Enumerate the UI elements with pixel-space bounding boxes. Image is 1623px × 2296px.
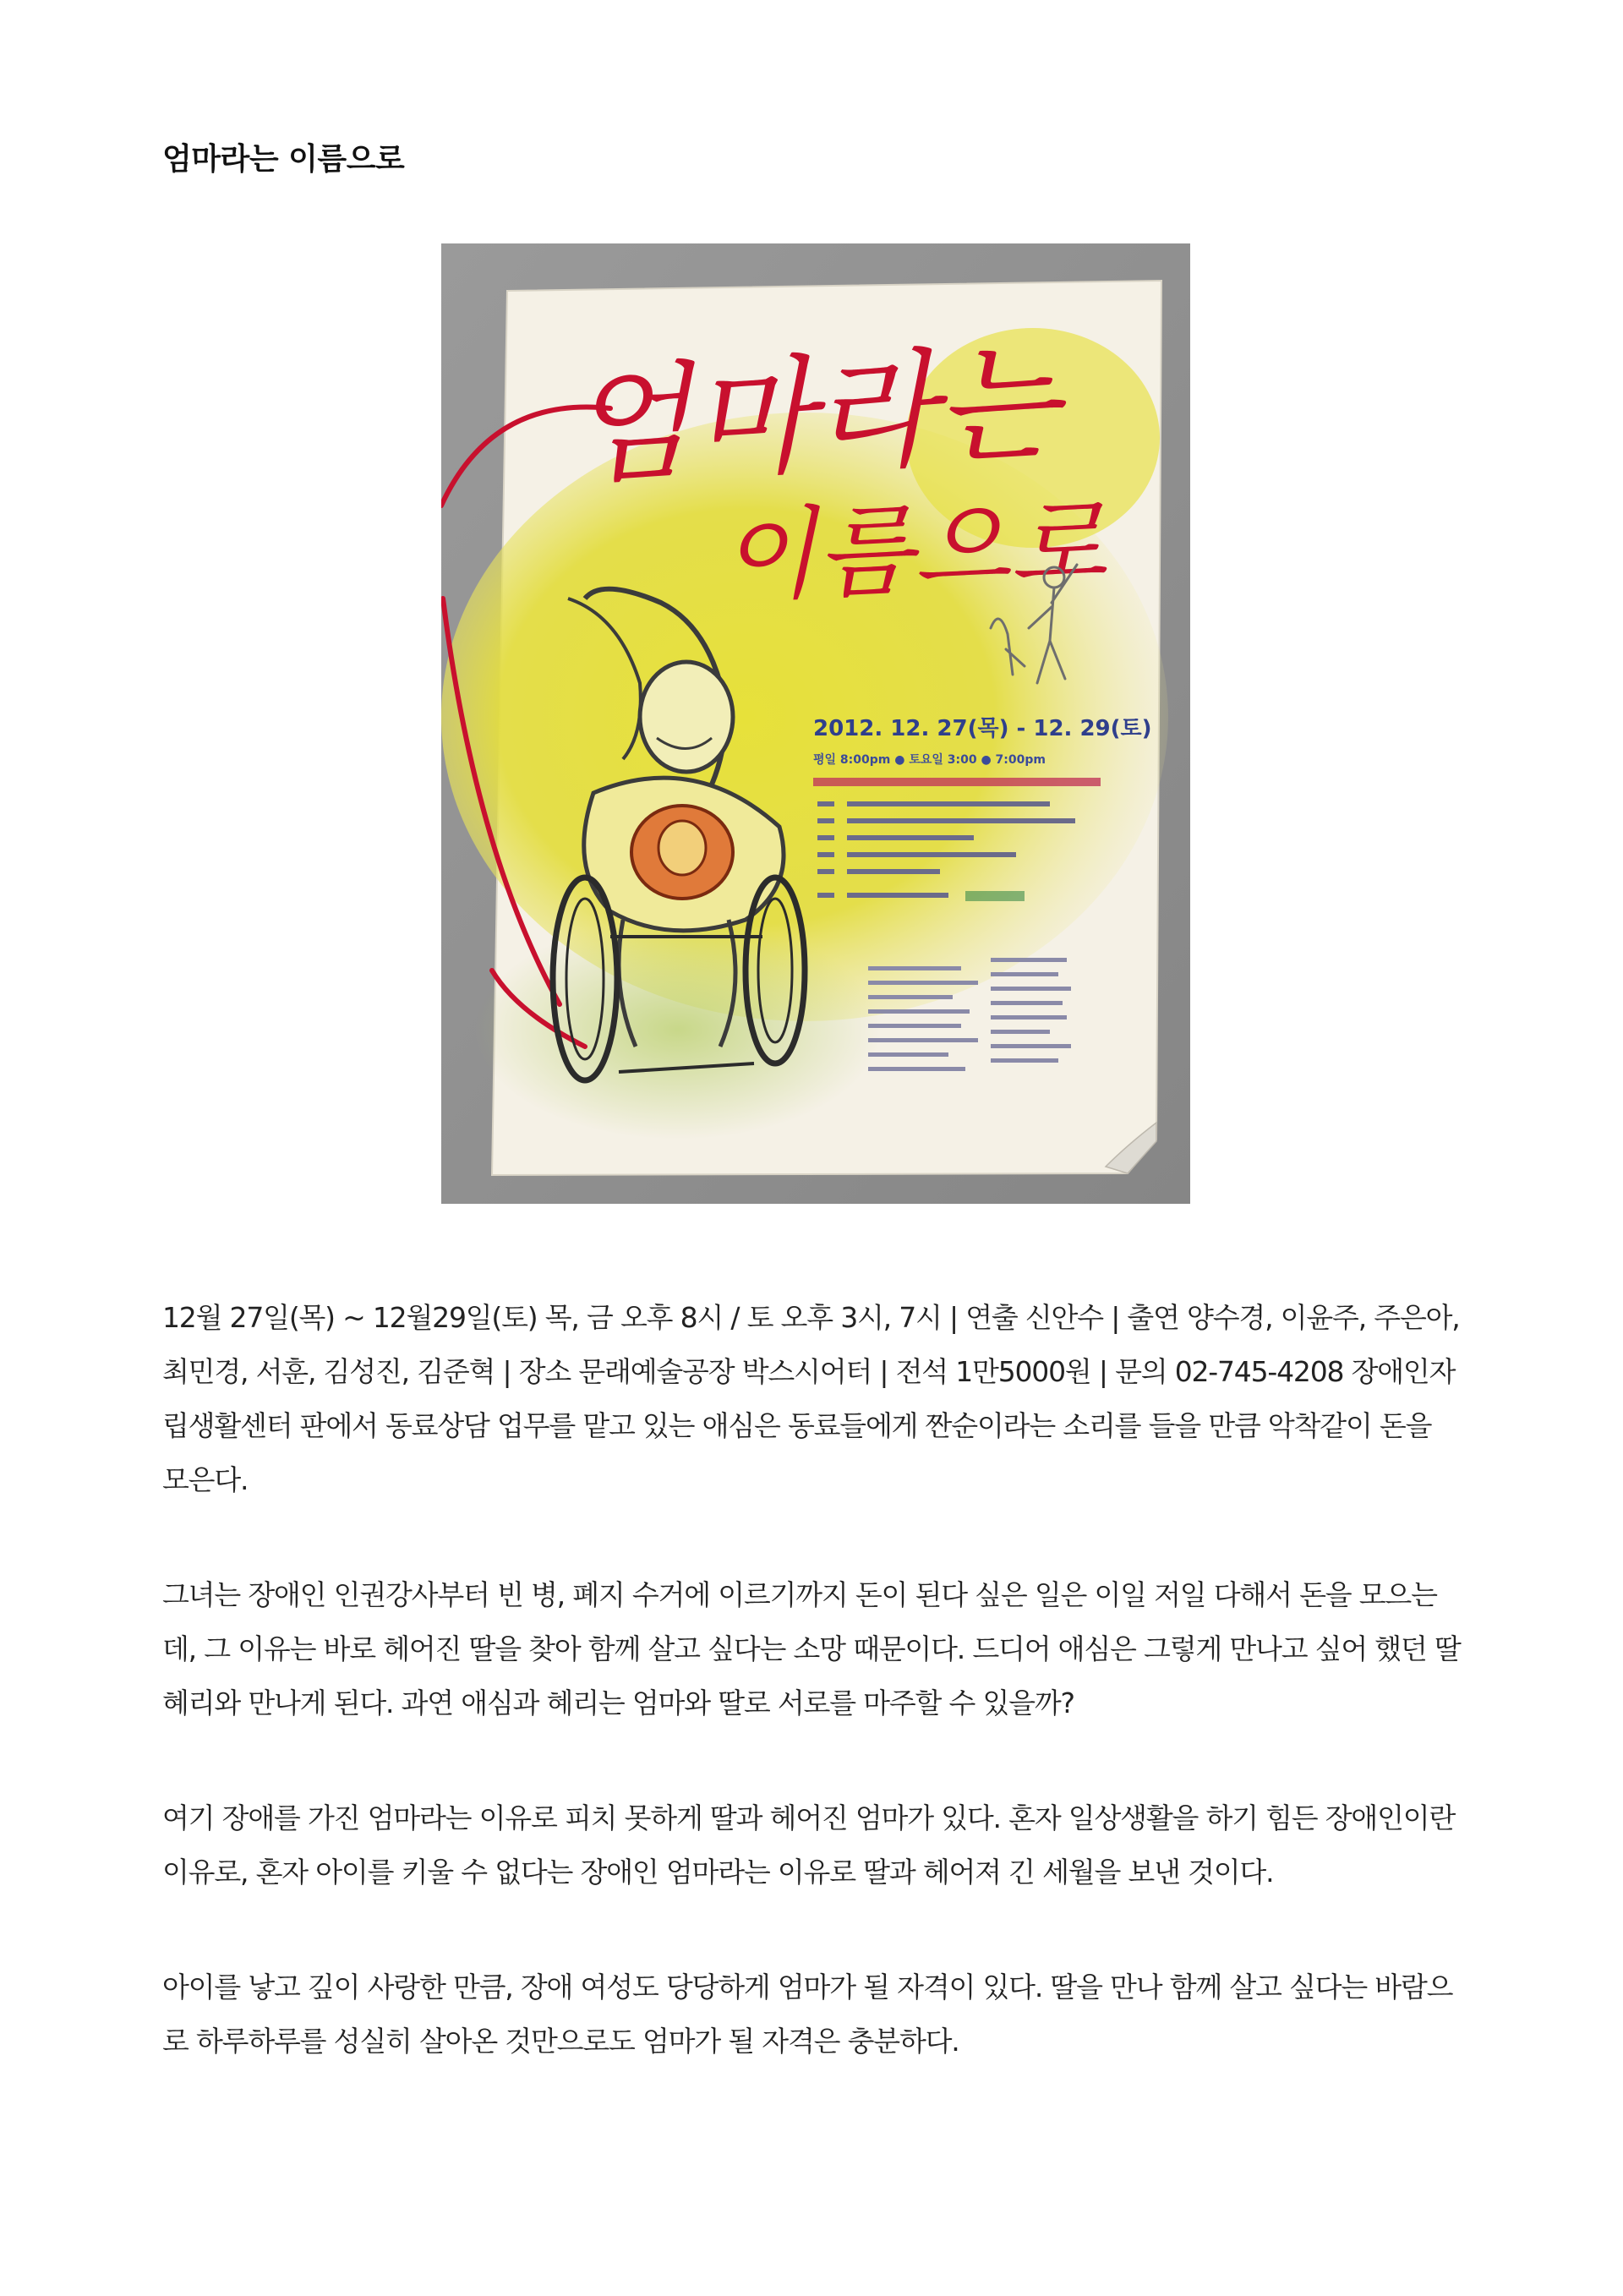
article-title: 엄마라는 이름으로 xyxy=(162,142,405,177)
article-body xyxy=(162,1291,1461,2129)
poster-image xyxy=(441,243,1190,1204)
poster-illustration xyxy=(441,243,1190,1204)
poster-title-line1: 엄마라는 xyxy=(565,330,1062,503)
poster-title-line2: 이름으로 xyxy=(718,484,1108,615)
paragraph-story: 그녀는 장애인 인권강사부터 빈 병, 폐지 수거에 이르기까지 돈이 된다 싶은 일은 이일 저일 다해서 돈을 모으는데, 그 이유는 바로 헤어진 딸을 찾아 함께 살고 싶다는 소망 때문이다. 드디어 애심은 그렇게 만나고 싶어 했던 딸 혜리와 만나게 된다. 과연 애심과 혜리는 엄마와 딸로 서로를 마주할 수 있을까? xyxy=(162,1578,1461,1719)
paragraph-background: 여기 장애를 가진 엄마라는 이유로 피치 못하게 딸과 헤어진 엄마가 있다. 혼자 일상생활을 하기 힘든 장애인이란 이유로, 혼자 아이를 키울 수 없다는 장애인 엄마라는 이유로 딸과 헤어져 긴 세월을 보낸 것이다. xyxy=(162,1801,1456,1889)
poster-date: 2012. 12. 27(목) - 12. 29(토) xyxy=(813,716,1152,741)
poster-time: 평일 8:00pm ● 토요일 3:00 ● 7:00pm xyxy=(813,753,1046,767)
paragraph-event-info: 12월 27일(목) ~ 12월29일(토) 목, 금 오후 8시 / 토 오후 3시, 7시 | 연출 신안수 | 출연 양수경, 이윤주, 주은아, 최민경, 서훈, 김성진, 김준혁 | 장소 문래예술공장 박스시어터 | 전석 1만5000원 | 문의 02-745-4208 장애인자립생활센터 판에서 동료상담 업무를 맡고 있는 애심은 동료들에게 짠순이라는 소리를 들을 만큼 악착같이 돈을 모은다. xyxy=(162,1301,1460,1496)
paragraph-message: 아이를 낳고 깊이 사랑한 만큼, 장애 여성도 당당하게 엄마가 될 자격이 있다. 딸을 만나 함께 살고 싶다는 바람으로 하루하루를 성실히 살아온 것만으로도 엄마가 될 자격은 충분하다. xyxy=(162,1971,1453,2058)
poster-venue-line xyxy=(813,778,1101,786)
